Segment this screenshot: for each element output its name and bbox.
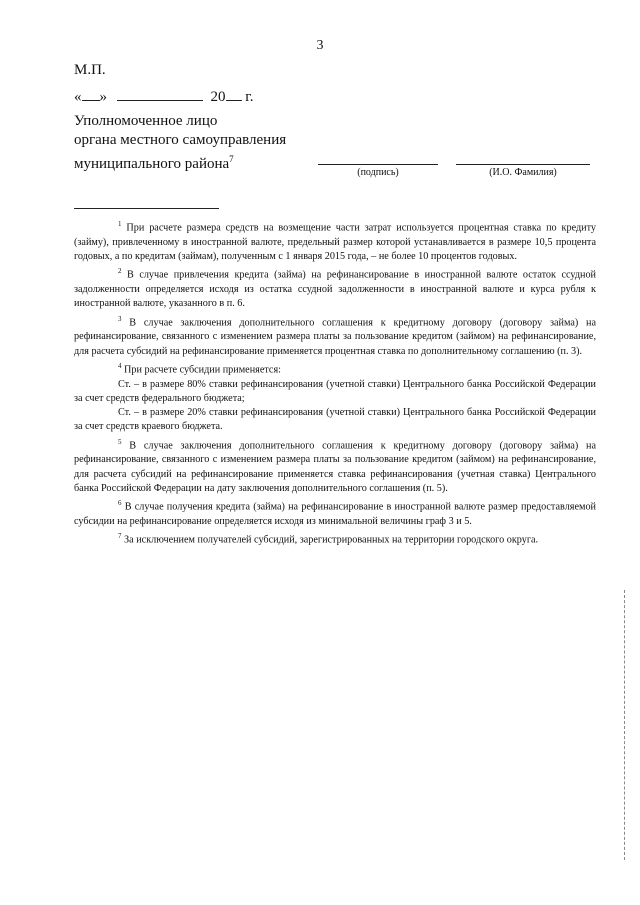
footnote-separator [74, 208, 219, 209]
footnote-2-ref: 2 [118, 267, 122, 276]
footnote-4-item-1 [74, 378, 596, 407]
date-close-quote: » [99, 89, 107, 105]
authority-line-1: Уполномоченное лицо [74, 113, 218, 129]
footnote-4-text: При расчете субсидии применяется: [124, 364, 281, 376]
signature-line [318, 164, 438, 165]
authority-footnote-ref: 7 [229, 154, 234, 164]
footnote-5 [74, 435, 596, 497]
footnotes [74, 217, 596, 548]
footnote-4-ref: 4 [118, 361, 122, 370]
footnote-4 [74, 359, 596, 378]
day-blank [82, 88, 100, 101]
signature-label: (подпись) [357, 167, 399, 178]
page-number: 3 [316, 38, 324, 53]
footnote-5-ref: 5 [118, 437, 122, 446]
name-label: (И.О. Фамилия) [489, 167, 557, 178]
month-blank [117, 88, 203, 101]
authority-block [74, 112, 286, 174]
footnote-1 [74, 217, 596, 264]
scan-margin-marks [624, 590, 626, 860]
footnote-4-item-1-text: Ст. – в размере 80% ставки рефинансирования (учетной ставки) Центрального банка Российской Федерации за счет средств федерального бюджета; [74, 378, 596, 404]
footnote-2 [74, 264, 596, 311]
footnote-3-text: В случае заключения дополнительного соглашения к кредитному договору (договору займа) на рефинансирование, связанного с изменением размера платы за пользование кредитом (займом) на рефинансирование, для расчета субсидий на рефинансирование применяется процентная ставка по дополнительному соглашению (п. 3). [74, 316, 597, 357]
authority-line-3: муниципального района [74, 156, 230, 172]
year-suffix: г. [245, 89, 254, 105]
stamp-label: М.П. [74, 62, 106, 78]
footnote-5-text: В случае заключения дополнительного соглашения к кредитному договору (договору займа) на рефинансирование, связанного с изменением размера платы за пользование кредитом (займом) на рефинансирование, для расчета субсидий на рефинансирование применяется ставка рефинансирования (учетная ставка) Центрального банка Российской Федерации на дату заключения дополнительного соглашения (п. 5). [74, 440, 597, 494]
footnote-2-text: В случае привлечения кредита (займа) на рефинансирование в иностранной валюте остаток ссудной задолженности определяется исходя из остатка ссудной задолженности в иностранной валюте и курса рубля к иностранной валюте, указанного в п. 6. [74, 269, 596, 310]
footnote-1-text: При расчете размера средств на возмещение части затрат используется процентная ставка по кредиту (займу), привлеченному в иностранной валюте, предельный размер которой устанавливается в размере 10,5 процента годовых, а по кредитам (займам), полученным с 1 января 2015 года, – не более 10 процентов годовых. [74, 222, 597, 262]
footnote-3-ref: 3 [118, 314, 122, 323]
date-open-quote: « [74, 89, 82, 105]
footnote-7-text: За исключением получателей субсидий, зарегистрированных на территории городского округа. [124, 534, 539, 546]
footnote-1-ref: 1 [118, 220, 122, 228]
authority-line-3-wrap [74, 150, 286, 174]
footnote-4-item-2 [74, 406, 596, 435]
footnote-6-ref: 6 [118, 499, 122, 508]
date-line [74, 88, 253, 106]
footnote-6 [74, 496, 596, 529]
name-line [456, 164, 590, 165]
year-blank [226, 88, 242, 101]
footnote-7-ref: 7 [118, 532, 122, 541]
footnote-6-text: В случае получения кредита (займа) на рефинансирование в иностранной валюте размер предоставляемой субсидии на рефинансирование определяется исходя из минимальной величины граф 3 и 5. [74, 501, 596, 527]
year-prefix: 20 [210, 89, 226, 105]
authority-line-2: органа местного самоуправления [74, 132, 287, 148]
footnote-3 [74, 312, 596, 359]
footnote-4-item-2-text: Ст. – в размере 20% ставки рефинансирования (учетной ставки) Центрального банка Российской Федерации за счет средств краевого бюджета. [74, 407, 596, 433]
footnote-7 [74, 529, 596, 548]
